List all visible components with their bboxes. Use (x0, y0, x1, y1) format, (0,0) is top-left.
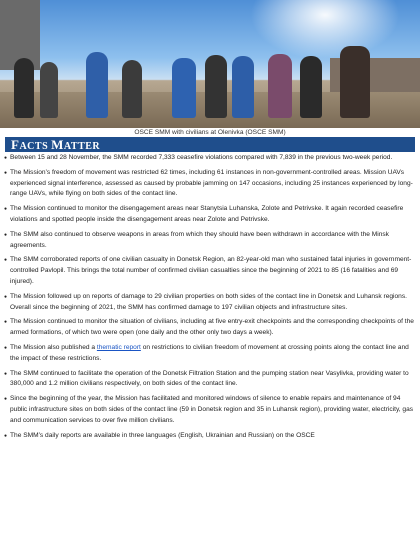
fact-item: ● Between 15 and 28 November, the SMM recorded 7,333 ceasefire violations compared with 7,839 in the previous two-week period. (4, 153, 416, 164)
section-heading (5, 137, 415, 152)
person-figure (40, 62, 58, 118)
person-figure (14, 58, 34, 118)
fact-item: ● The SMM also continued to observe weapons in areas from which they should have been withdrawn in accordance with the Minsk agreements. (4, 230, 416, 252)
person-figure (340, 46, 370, 118)
fact-text: on restrictions to civilian freedom of movement at crossing points along the contact line and the impact of these restrictions. (10, 343, 409, 362)
header-photo (0, 0, 420, 128)
fact-item: ● The Mission continued to monitor the disengagement areas near Stanytsia Luhanska, Zolote and Petrivske. It again recorded ceasefire violations and spotted people inside the disengagement areas near Zolote and Petrivske. (4, 204, 416, 226)
fact-item: ● Since the beginning of the year, the Mission has facilitated and monitored windows of silence to enable repairs and maintenance of 94 public infrastructure sites on both sides of the contact line (59 in Donetsk region and 35 in Luhansk region), providing water, electricity, gas and communication services to over five million civilians. (4, 394, 416, 426)
thematic-report-link[interactable]: thematic report (96, 343, 141, 351)
fact-text: The Mission also published a (10, 343, 97, 351)
heading-initial-2: M (51, 137, 64, 152)
fact-item: ● The Mission followed up on reports of damage to 29 civilian properties on both sides of the contact line in Donetsk and Luhansk regions. Overall since the beginning of 2021, the SMM has confirmed damage to 197 civilian objects and infrastructure sites. (4, 292, 416, 314)
heading-rest: ACTS (19, 141, 52, 152)
fact-item: ● The SMM corroborated reports of one civilian casualty in Donetsk Region, an 82-year-old man who sustained fatal injuries in government-controlled Pavlopil. This brings the total number of confirmed civilian casualties since the beginning of 2021 to 85 (16 fatalities and 69 injured). (4, 255, 416, 287)
facts-list (4, 153, 416, 445)
fact-item: ● The SMM continued to facilitate the operation of the Donetsk Filtration Station and the pumping station near Vasylivka, providing water to 380,000 and 1.2 million civilians respectively, on both sides of the contact line. (4, 369, 416, 391)
person-figure (232, 56, 254, 118)
fact-item: ● The Mission’s freedom of movement was restricted 62 times, including 61 instances in non-government-controlled areas. Mission UAVs experienced signal interference, assessed as caused by probable jamming on 147 occasions, including 25 instances experienced by long-range UAVs, while flying on both sides of the contact line. (4, 168, 416, 200)
sun-glare (250, 0, 400, 60)
person-figure (268, 54, 292, 118)
person-figure (300, 56, 322, 118)
person-figure (172, 58, 196, 118)
person-figure (205, 55, 227, 118)
heading-initial: F (11, 137, 20, 152)
fact-item-with-link (4, 343, 416, 365)
fact-item: ● The SMM’s daily reports are available in three languages (English, Ukrainian and Russian) on the OSCE (4, 431, 416, 442)
person-figure (86, 52, 108, 118)
heading-rest-2: ATTER (63, 141, 101, 152)
person-figure (122, 60, 142, 118)
fact-item: ● The Mission continued to monitor the situation of civilians, including at five entry-exit checkpoints and the corresponding checkpoints of the armed formations, of which two were open (one daily and the other only two days a week). (4, 317, 416, 339)
photo-caption: OSCE SMM with civilians at Olenivka (OSCE SMM) (134, 129, 286, 136)
